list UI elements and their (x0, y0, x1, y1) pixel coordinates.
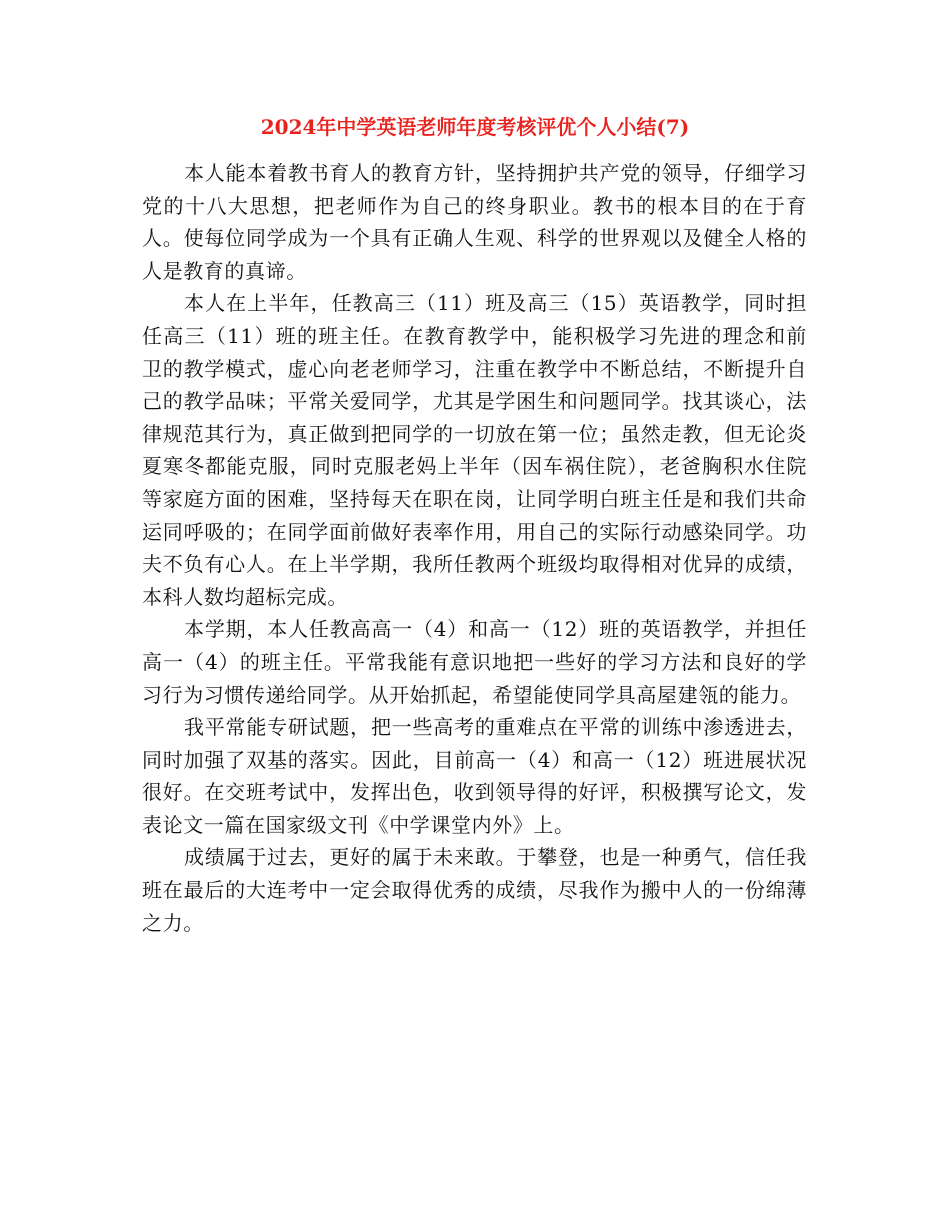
document-title: 2024年中学英语老师年度考核评优个人小结(7) (260, 115, 690, 139)
paragraph-2: 本人在上半年，任教高三（11）班及高三（15）英语教学，同时担任高三（11）班的班主任。在教育教学中，能积极学习先进的理念和前卫的教学模式，虚心向老老师学习，注重在教学中不断总结，不断提升自己的教学品味；平常关爱同学，尤其是学困生和问题同学。找其谈心，法律规范其行为，真正做到把同学的一切放在第一位；虽然走教，但无论炎夏寒冬都能克服，同时克服老妈上半年（因车祸住院），老爸胸积水住院等家庭方面的困难，坚持每天在职在岗，让同学明白班主任是和我们共命运同呼吸的；在同学面前做好表率作用，用自己的实际行动感染同学。功夫不负有心人。在上半学期，我所任教两个班级均取得相对优异的成绩，本科人数均超标完成。 (142, 291, 807, 609)
paragraph-3: 本学期，本人任教高高一（4）和高一（12）班的英语教学，并担任高一（4）的班主任。平常我能有意识地把一些好的学习方法和良好的学习行为习惯传递给同学。从开始抓起，希望能使同学具高屋建瓴的能力。 (142, 617, 807, 707)
document-body (142, 157, 807, 939)
paragraph-1: 本人能本着教书育人的教育方针，坚持拥护共产党的领导，仔细学习党的十八大思想，把老师作为自己的终身职业。教书的根本目的在于育人。使每位同学成为一个具有正确人生观、科学的世界观以及健全人格的人是教育的真谛。 (142, 161, 807, 283)
paragraph-5: 成绩属于过去，更好的属于未来敢。于攀登，也是一种勇气，信任我班在最后的大连考中一定会取得优秀的成绩，尽我作为搬中人的一份绵薄之力。 (142, 845, 807, 935)
paragraph-4: 我平常能专研试题，把一些高考的重难点在平常的训练中渗透进去，同时加强了双基的落实。因此，目前高一（4）和高一（12）班进展状况很好。在交班考试中，发挥出色，收到领导得的好评，积极撰写论文，发表论文一篇在国家级文刊《中学课堂内外》上。 (142, 715, 807, 837)
